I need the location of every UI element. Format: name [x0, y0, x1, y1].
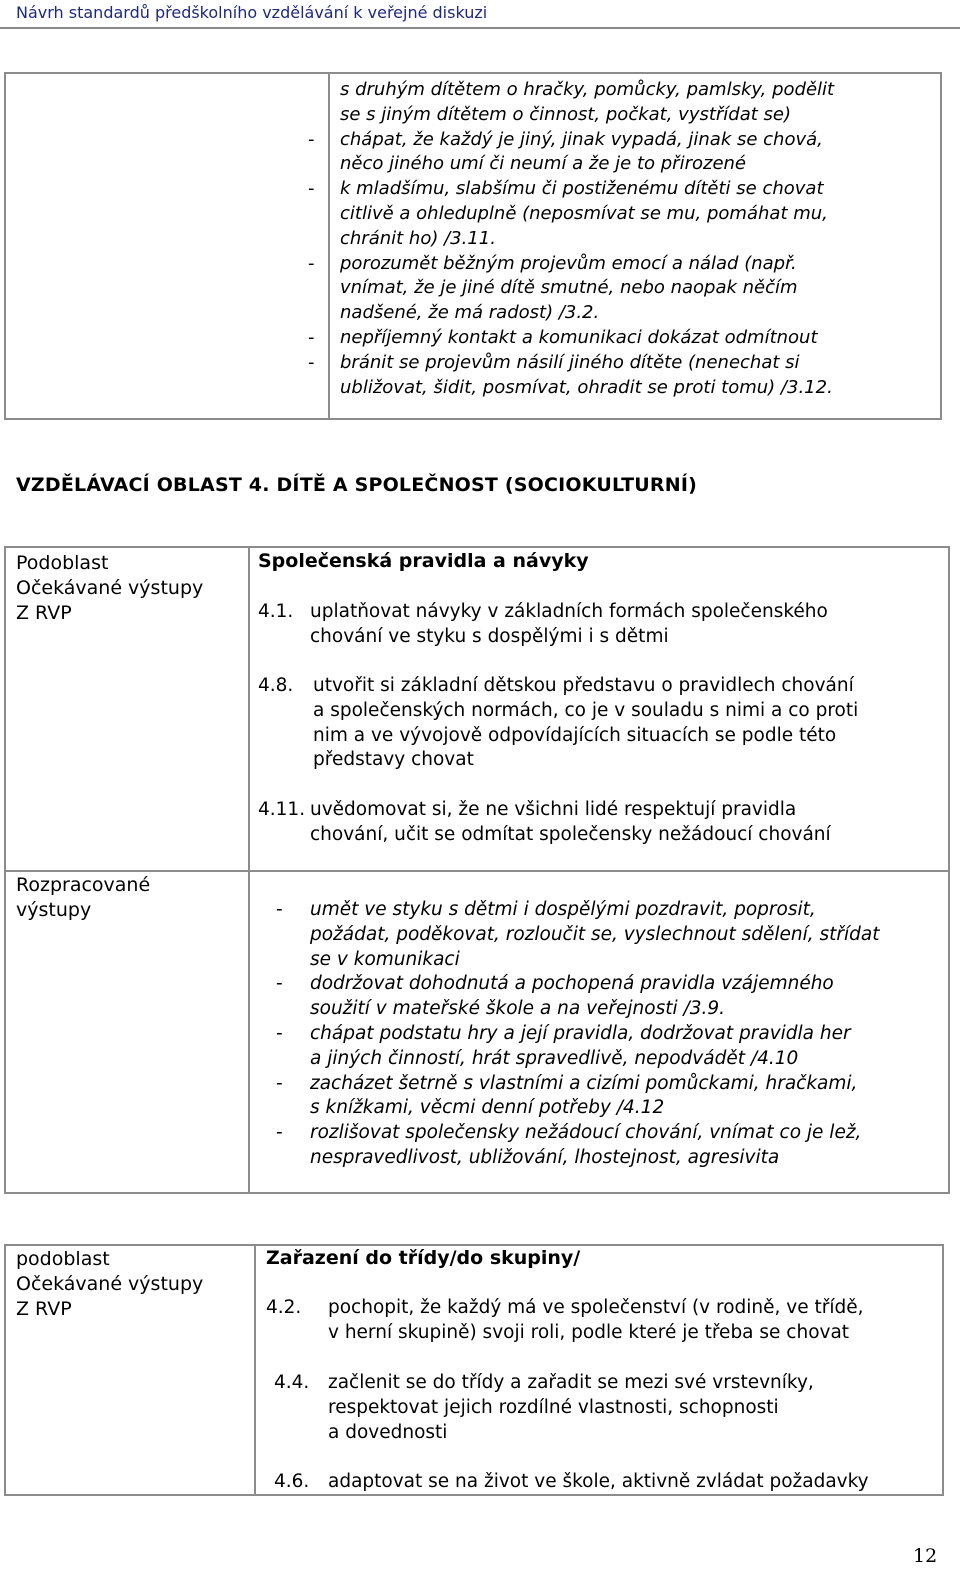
subarea-title: Zařazení do třídy/do skupiny/ [266, 1247, 581, 1269]
list-line: citlivě a ohleduplně (neposmívat se mu, pomáhat mu, [340, 202, 828, 224]
list-item: - zacházet šetrně s vlastními a cizími pomůckami, hračkami, [310, 1072, 880, 1097]
social-rules-table: Podoblast Očekávané výstupy Z RVP Společenská pravidla a návyky 4.1. uplatňovat návyky v základních formách společenského chování ve styku s dospělými i s dětmi 4.8. utvořit si základní dětskou představu o pravidlech chování a společenských normách, co je v souladu s nimi a co proti nim a ve vývojově odpovídajících situacích se podle této představy chovat 4.11. uvědomovat si, že ne všichni lidé respektují pravidla chování, učit se odmítat společensky nežádoucí chování Rozpracované výstupy - umět ve styku s dětmi i dospělými pozdravit, poprosit, požádat, poděkovat, rozloučit se, vyslechnout sdělení, střídat se v komunikaci - dodržovat dohodnutá a pochopená pravidla vzájemného soužití v mateřské škole a na veřejnosti /3.9. - chápat podstatu hry a její pravidla, dodržovat pravidla her a jiných činností, hrát spravedlivě, nepodvádět /4.10 - zacházet šetrně s vlastními a cizími pomůckami, hračkami, s knížkami, věcmi denní potřeby /4.12 - rozlišovat společensky nežádoucí chování, vnímat co je lež, nespravedlivost, ubližování, lhostejnost, agresivita [4, 546, 950, 1194]
list-item: - chápat podstatu hry a její pravidla, dodržovat pravidla her [310, 1022, 880, 1047]
list-item: - umět ve styku s dětmi i dospělými pozdravit, poprosit, [310, 898, 880, 923]
list-item: - nepříjemný kontakt a komunikaci dokázat odmítnout [340, 326, 940, 351]
elaborated-outputs-list [310, 898, 880, 1171]
list-line: nespravedlivost, ubližování, lhostejnost, agresivita [310, 1146, 780, 1168]
list-line: vnímat, že je jiné dítě smutné, nebo naopak něčím [340, 277, 798, 299]
section-heading: VZDĚLÁVACÍ OBLAST 4. DÍTĚ A SPOLEČNOST (SOCIOKULTURNÍ) [16, 474, 698, 496]
list-item: - k mladšímu, slabšímu či postiženému dítěti se chovat [340, 177, 940, 202]
list-line: s knížkami, věcmi denní potřeby /4.12 [310, 1097, 665, 1119]
list-item: - rozlišovat společensky nežádoucí chování, vnímat co je lež, [310, 1121, 880, 1146]
list-line: s druhým dítětem o hračky, pomůcky, pamlsky, podělit [340, 79, 835, 100]
class-inclusion-table: podoblast Očekávané výstupy Z RVP Zařazení do třídy/do skupiny/ 4.2. pochopit, že každý má ve společenství (v rodině, ve třídě, v herní skupině) svoji roli, podle které je třeba se chovat 4.4. začlenit se do třídy a zařadit se mezi své vrstevníky, respektovat jejich rozdílné vlastnosti, schopnosti a dovednosti 4.6. adaptovat se na život ve škole, aktivně zvládat požadavky [4, 1244, 944, 1496]
page-number: 12 [913, 1545, 938, 1567]
list-item: - bránit se projevům násilí jiného dítěte (nenechat si [340, 351, 940, 376]
list-line: soužití v mateřské škole a na veřejnosti /3.9. [310, 998, 726, 1020]
list-line: chránit ho) /3.11. [340, 227, 496, 249]
header-divider [0, 27, 960, 29]
list-line: něco jiného umí či neumí a že je to přirozené [340, 153, 747, 175]
elaborated-outputs-label: Rozpracované výstupy [16, 874, 151, 921]
document-header-title: Návrh standardů předškolního vzdělávání k veřejné diskuzi [16, 3, 488, 22]
behavior-list [340, 78, 940, 400]
list-item: - dodržovat dohodnutá a pochopená pravidla vzájemného [310, 972, 880, 997]
row-divider [6, 870, 948, 872]
subarea-label: podoblast Očekávané výstupy Z RVP [16, 1248, 204, 1320]
list-line: nadšené, že má radost) /3.2. [340, 302, 600, 324]
subarea-title: Společenská pravidla a návyky [258, 550, 589, 572]
subarea-label: Podoblast Očekávané výstupy Z RVP [16, 552, 204, 624]
list-line: a jiných činností, hrát spravedlivě, nepodvádět /4.10 [310, 1047, 799, 1069]
list-line: ubližovat, šidit, posmívat, ohradit se proti tomu) /3.12. [340, 376, 833, 398]
column-divider [254, 1246, 256, 1494]
list-line: se v komunikaci [310, 948, 460, 970]
list-line: se s jiným dítětem o činnost, počkat, vystřídat se) [340, 103, 792, 125]
column-divider [328, 74, 330, 418]
list-item: - chápat, že každý je jiný, jinak vypadá, jinak se chová, [340, 128, 940, 153]
list-item: - porozumět běžným projevům emocí a nálad (např. [340, 252, 940, 277]
behavior-table-continuation [4, 72, 942, 420]
list-line: požádat, poděkovat, rozloučit se, vyslechnout sdělení, střídat [310, 923, 880, 945]
